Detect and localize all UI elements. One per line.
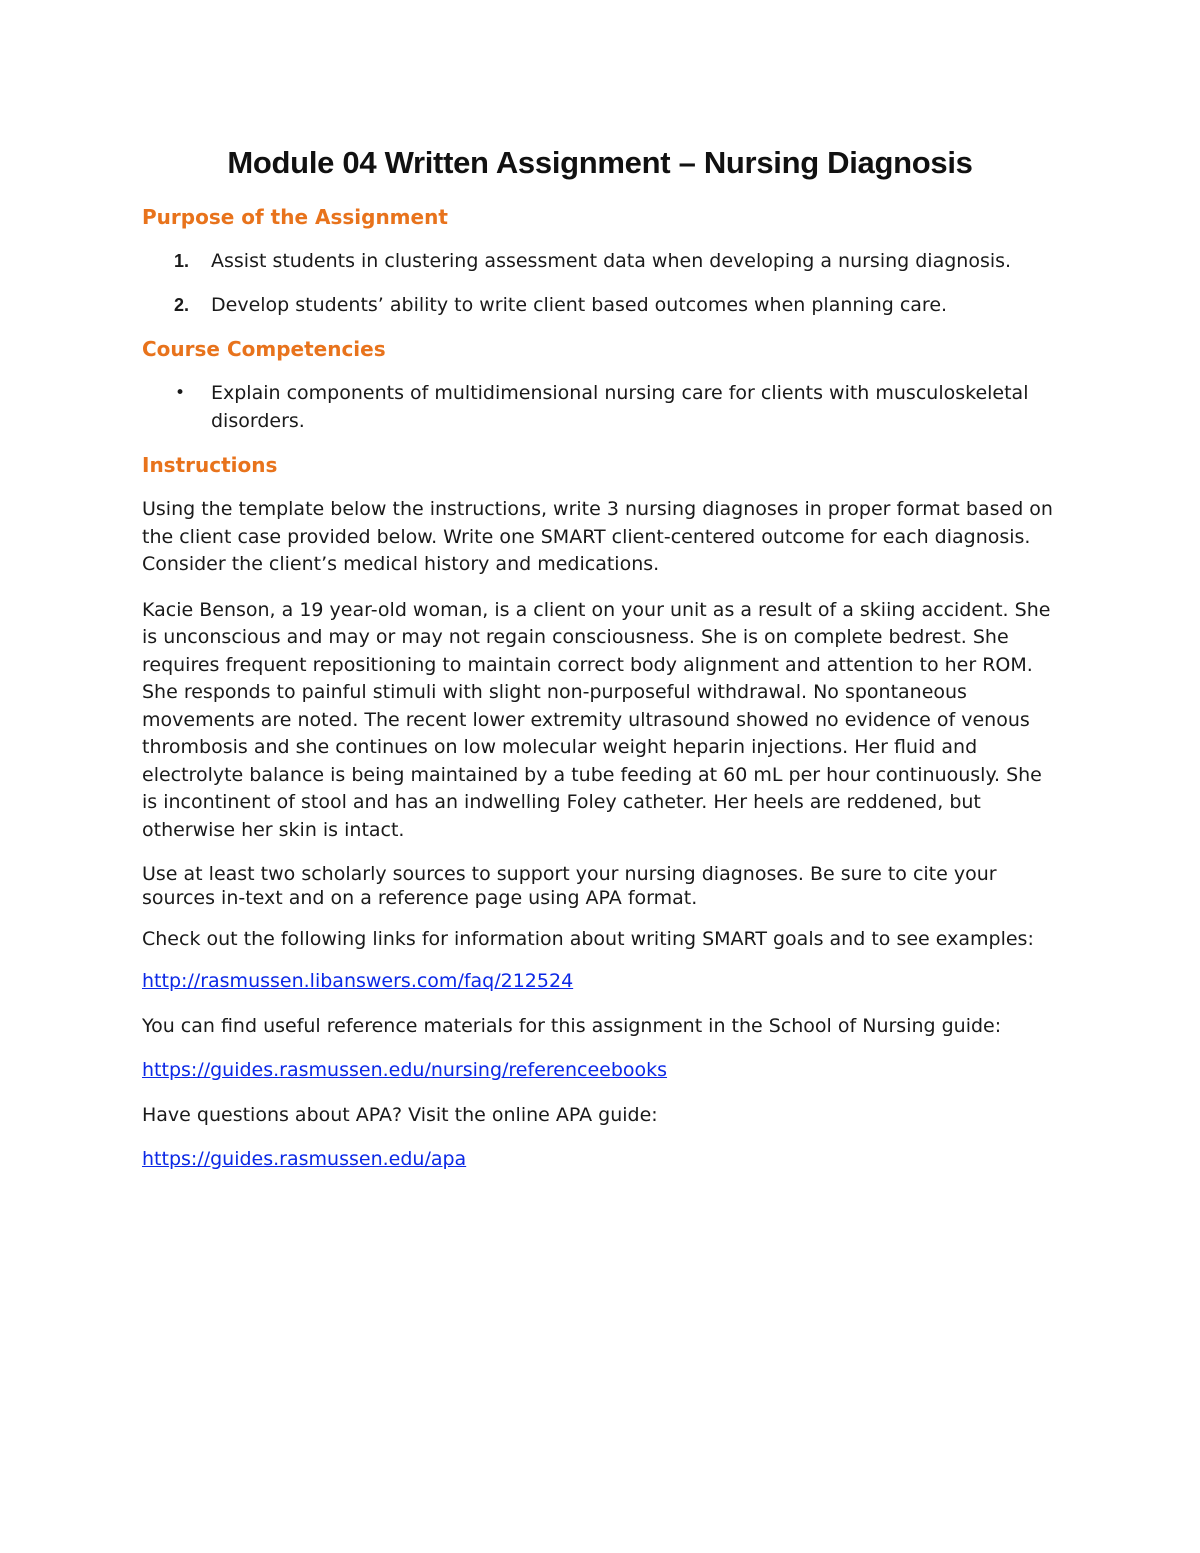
client-case-paragraph: Kacie Benson, a 19 year-old woman, is a client on your unit as a result of a skiing accident. She is unconscious and may or may not regain consciousness. She is on complete bedrest. She requires frequent repositioning to maintain correct body alignment and attention to her ROM. She responds to painful stimuli with slight non-purposeful withdrawal. No spontaneous movements are noted. The recent lower extremity ultrasound showed no evidence of venous thrombosis and she continues on low molecular weight heparin injections. Her fluid and electrolyte balance is being maintained by a tube feeding at 60 mL per hour continuously. She is incontinent of stool and has an indwelling Foley catheter. Her heels are reddened, but otherwise her skin is intact. bbox=[142, 598, 1051, 841]
purpose-item-text: Develop students’ ability to write client based outcomes when planning care. bbox=[211, 293, 948, 316]
purpose-list bbox=[142, 248, 1058, 319]
smart-goals-link-line bbox=[142, 968, 1058, 996]
purpose-heading: Purpose of the Assignment bbox=[142, 205, 448, 229]
apa-questions-paragraph: Have questions about APA? Visit the online APA guide: bbox=[142, 1103, 658, 1126]
purpose-item bbox=[142, 248, 1058, 276]
smart-goals-link[interactable]: http://rasmussen.libanswers.com/faq/212524 bbox=[142, 970, 574, 992]
apa-guide-link-line bbox=[142, 1146, 1058, 1174]
apa-guide-link[interactable]: https://guides.rasmussen.edu/apa bbox=[142, 1148, 467, 1170]
bullet-icon: • bbox=[175, 383, 186, 403]
nursing-guide-link[interactable]: https://guides.rasmussen.edu/nursing/referenceebooks bbox=[142, 1059, 668, 1081]
competencies-list bbox=[142, 380, 1058, 435]
reference-materials-paragraph: You can find useful reference materials for this assignment in the School of Nursing guide: bbox=[142, 1014, 1002, 1037]
list-number: 1. bbox=[174, 251, 190, 271]
sources-paragraph: Use at least two scholarly sources to support your nursing diagnoses. Be sure to cite your sources in-text and on a reference page using APA format. bbox=[142, 863, 997, 909]
purpose-item-text: Assist students in clustering assessment data when developing a nursing diagnosis. bbox=[211, 250, 1012, 272]
instructions-paragraph: Using the template below the instructions, write 3 nursing diagnoses in proper format based on the client case provided below. Write one SMART client-centered outcome for each diagnosis. Consider the client’s medical history and medications. bbox=[142, 498, 1053, 575]
competencies-heading: Course Competencies bbox=[142, 337, 386, 361]
document-title: Module 04 Written Assignment – Nursing Diagnosis bbox=[227, 145, 973, 180]
nursing-guide-link-line bbox=[142, 1057, 1058, 1085]
competency-item-text: Explain components of multidimensional nursing care for clients with musculoskeletal disorders. bbox=[211, 382, 1029, 432]
purpose-item bbox=[142, 292, 1058, 320]
smart-goals-paragraph: Check out the following links for information about writing SMART goals and to see examples: bbox=[142, 928, 1034, 950]
competency-item bbox=[142, 380, 1058, 435]
list-number: 2. bbox=[174, 294, 190, 315]
instructions-heading: Instructions bbox=[142, 453, 278, 477]
